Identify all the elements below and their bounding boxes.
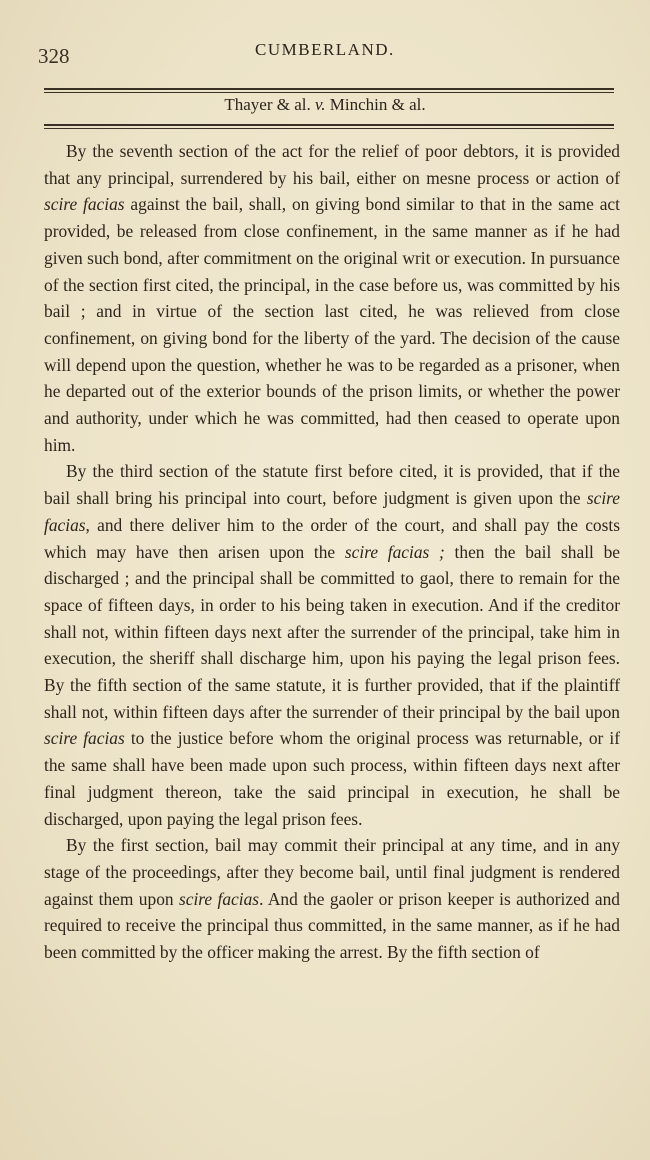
text-run: then the bail shall be discharged ; and the principal shall be committed to gaol, there to remain for the space of fifteen days, in order to his being taken in execution. And if the creditor shall not, within fifteen days next after the surrender of the principal, take him in execution, the sheriff shall discharge him, upon his paying the legal prison fees. By the fifth section of the same statute, it is further provided, that if the plaintiff shall not, within fifteen days after the surrender of their principal by the bail upon xyxy=(44,541,620,722)
running-head: CUMBERLAND. xyxy=(255,40,395,59)
text-run: By the first section, bail may commit their principal at any time, and in any stage of the proceedings, after they become bail, until final judgment is rendered against them upon xyxy=(44,835,620,909)
page-number: 328 xyxy=(38,44,70,68)
text-run: . And the gaoler or prison keeper is authorized and required to receive the principal thus committed, in the same manner, as if he had been committed by the officer making the arrest. By the fifth section of xyxy=(44,888,620,963)
italic-text-run: scire facias xyxy=(44,728,125,749)
header-rule-top xyxy=(44,88,614,90)
header-rule-bottom xyxy=(44,124,614,126)
text-run: By the seventh section of the act for the relief of poor debtors, it is provided that any principal, surrendered by his bail, either on mesne process or action of xyxy=(44,141,620,188)
italic-text-run: scire facias xyxy=(44,194,125,215)
text-run: to the justice before whom the original process was returnable, or if the same shall have been made upon such process, within fifteen days next after final judgment thereon, take the said principal in execution, he shall be discharged, upon paying the legal prison fees. xyxy=(44,728,620,829)
text-run: against the bail, shall, on giving bond similar to that in the same act provided, be released from close confinement, in the same manner as if he had given such bond, after commitment on the original writ or execution. In pursuance of the section first cited, the principal, in the case before us, was committed by his bail ; and in virtue of the section last cited, he was relieved from close confinement, on giving bond for the liberty of the yard. The decision of the cause will depend upon the question, whether he was to be regarded as a prisoner, when he departed out of the exterior bounds of the prison limits, or whether the power and authority, under which he was committed, had then ceased to operate upon him. xyxy=(44,194,620,455)
case-party-a: Thayer & al. xyxy=(224,95,311,114)
paragraph xyxy=(44,458,620,832)
header-rule-top-thin xyxy=(44,92,614,93)
italic-text-run: scire facias ; xyxy=(344,541,445,562)
case-versus: v. xyxy=(314,95,326,114)
text-run: By the third section of the statute first before cited, it is provided, that if the bail shall bring his principal into court, before judgment is given upon the xyxy=(44,461,620,509)
body-text xyxy=(44,138,620,966)
paragraph xyxy=(44,832,620,966)
text-run: , and there deliver him to the order of the court, and shall pay the costs which may have then arisen upon the xyxy=(44,514,620,562)
case-party-b: Minchin & al. xyxy=(329,95,426,114)
italic-text-run: scire facias xyxy=(44,488,620,535)
header-rule-bottom-thin xyxy=(44,128,614,129)
italic-text-run: scire facias xyxy=(178,888,260,909)
case-title xyxy=(0,95,650,115)
paragraph xyxy=(44,138,620,458)
